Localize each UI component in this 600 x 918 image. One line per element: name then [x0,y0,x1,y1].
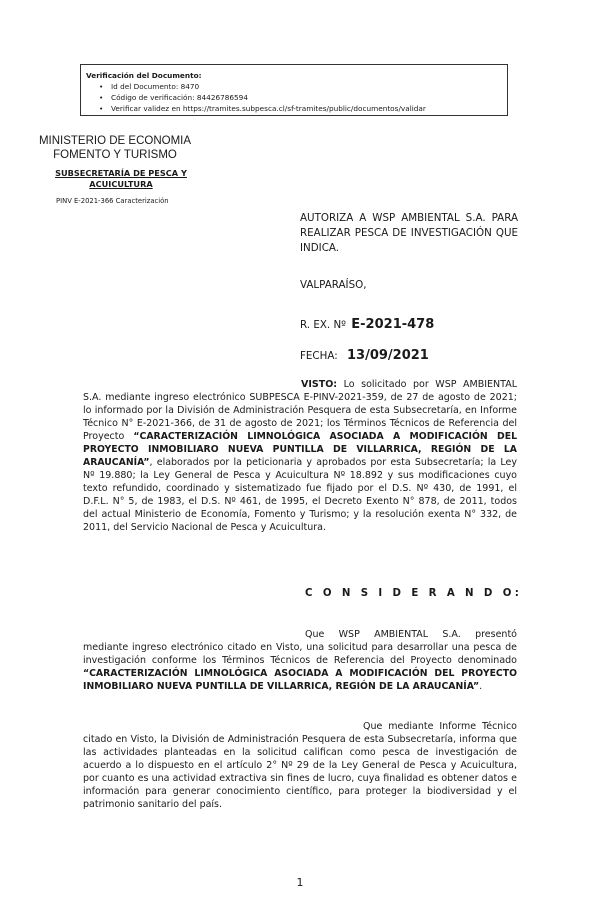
verification-document-id: • Id del Documento: 8470 [99,81,507,92]
verification-list [86,81,507,114]
verification-box [80,64,508,116]
considerando-1-end: . [479,681,483,692]
visto-paragraph [83,378,517,534]
considerando-paragraph-2: Que mediante Informe Técnico citado en Visto, la División de Administración Pesquera de esta Subsecretaría, informa que las actividades planteadas en la solicitud califican como pesca de investigación de acuerdo a lo dispuesto en el artículo 2° Nº 29 de la Ley General de Pesca y Acuicultura, por cuanto es una actividad extractiva sin fines de lucro, cuya finalidad es obtener datos e información para generar conocimiento científico, para proteger la biodiversidad y el patrimonio sanitario del país. [83,721,517,810]
resolution-date-label: FECHA: [300,350,338,362]
considerando-1-project-name: “CARACTERIZACIÓN LIMNOLÓGICA ASOCIADA A MODIFICACIÓN DEL PROYECTO INMOBILIARO NUEVA PUNTILLA DE VILLARRICA, REGIÓN DE LA ARAUCANÍA” [83,668,517,692]
city-line: VALPARAÍSO, [300,279,367,291]
considerando-paragraph-1 [83,628,517,693]
page-number: 1 [296,876,304,889]
resolution-number [300,317,434,332]
subsecretaria-line-2: ACUICULTURA [89,179,153,189]
ministry-line-2: FOMENTO Y TURISMO [53,149,177,161]
considerando-heading: C O N S I D E R A N D O: [305,588,523,599]
resolution-date [300,348,429,363]
visto-project-name: “CARACTERIZACIÓN LIMNOLÓGICA ASOCIADA A MODIFICACIÓN DEL PROYECTO INMOBILIARO NUEVA PUNTILLA DE VILLARRICA, REGIÓN DE LA ARAUCANÍA” [83,431,517,468]
verification-code: • Código de verificación: 84426786594 [99,92,507,103]
verification-url[interactable]: • Verificar validez en https://tramites.subpesca.cl/sf-tramites/public/documentos/validar [99,103,507,114]
considerando-1-text: Que WSP AMBIENTAL S.A. presentó mediante ingreso electrónico citado en Visto, una solicitud para desarrollar una pesca de investigación conforme los Términos Técnicos de Referencia del Proyecto denominado [83,629,517,666]
resolution-date-value: 13/09/2021 [346,348,429,363]
resolution-number-label: R. EX. Nº [300,319,346,331]
visto-text-2: , elaborados por la peticionaria y aprobados por esta Subsecretaría; la Ley Nº 19.880; la Ley General de Pesca y Acuicultura Nº 18.892 y sus modificaciones cuyo texto refundido, coordinado y sistematizado fue fijado por el D.S. Nº 430, de 1991, el D.F.L. N° 5, de 1983, el D.S. Nº 461, de 1995, el Decreto Exento N° 878, de 2011, todos del actual Ministerio de Economía, Fomento y Turismo; y la resolución exenta N° 332, de 2011, del Servicio Nacional de Pesca y Acuicultura. [83,457,517,533]
subsecretaria-header [36,168,206,190]
resolution-number-value: E-2021-478 [351,317,435,332]
ministry-header [30,134,200,162]
resolution-summary: AUTORIZA A WSP AMBIENTAL S.A. PARA REALIZAR PESCA DE INVESTIGACIÓN QUE INDICA. [300,212,518,254]
visto-label: VISTO: [301,379,338,390]
reference-code: PINV E-2021-366 Caracterización [56,197,169,205]
verification-title: Verificación del Documento: [86,71,202,80]
subsecretaria-line-1: SUBSECRETARÍA DE PESCA Y [55,168,187,178]
ministry-line-1: MINISTERIO DE ECONOMIA [38,135,192,147]
visto-text-1: Lo solicitado por WSP AMBIENTAL S.A. mediante ingreso electrónico SUBPESCA E-PINV-2021-359, de 27 de agosto de 2021; lo informado por la División de Administración Pesquera de esta Subsecretaría, en Informe Técnico N° E-2021-366, de 31 de agosto de 2021; los Términos Técnicos de Referencia del Proyecto [83,379,517,442]
